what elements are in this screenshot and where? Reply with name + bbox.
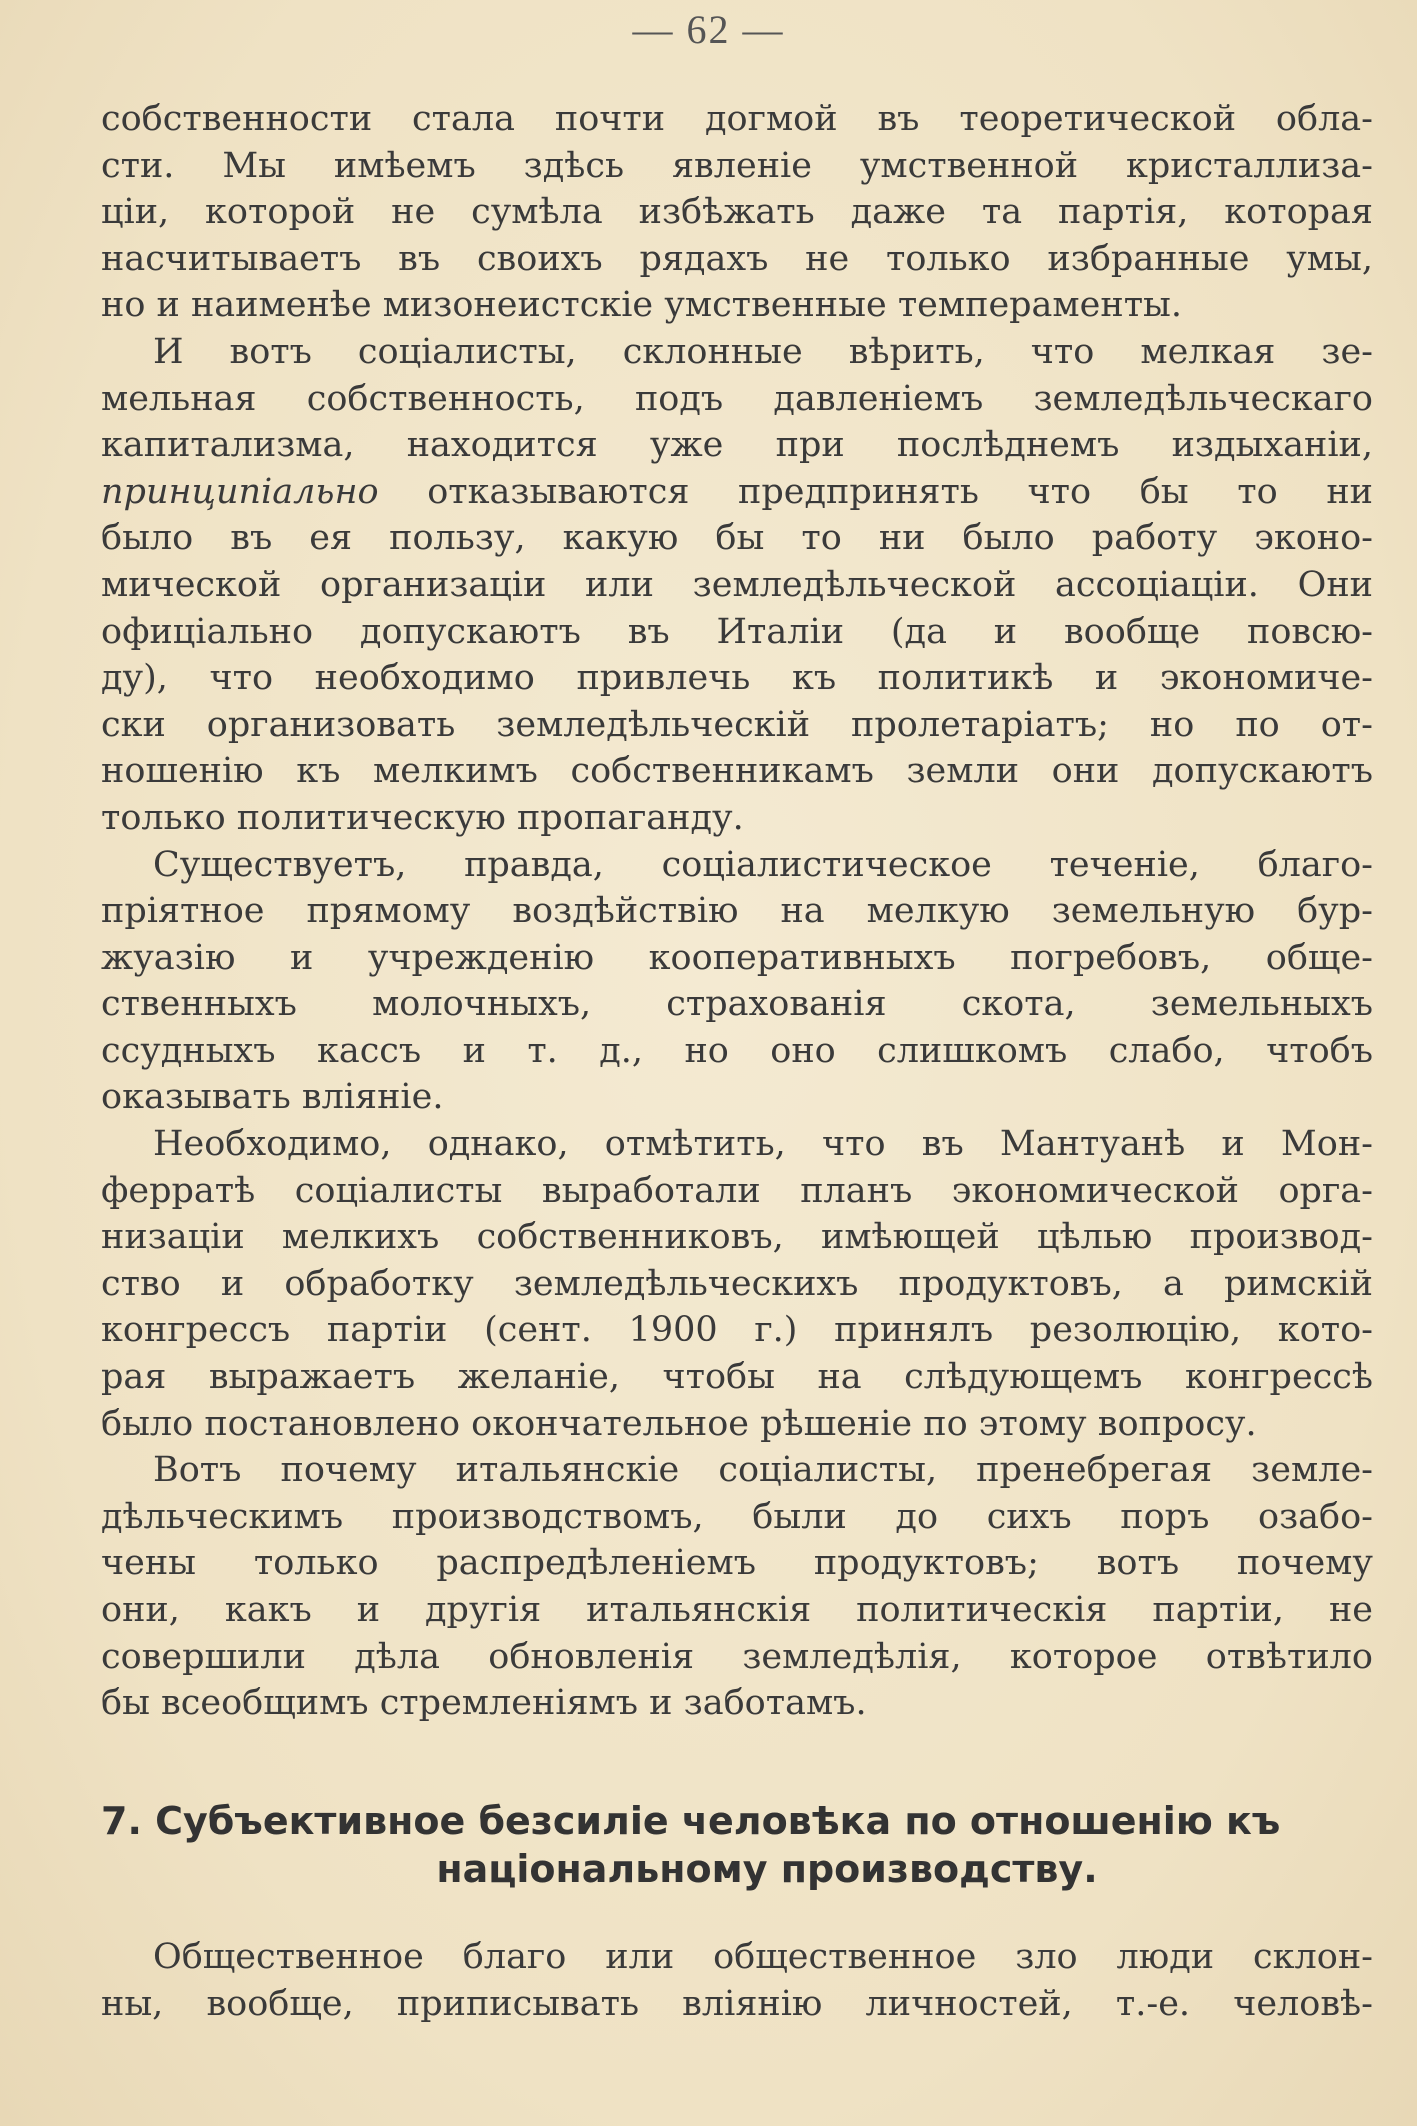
paragraph-2 bbox=[101, 329, 1373, 842]
text-line: чены только распредѣленіемъ продуктовъ; вотъ почему bbox=[101, 1543, 1373, 1584]
paragraph-1 bbox=[101, 96, 1373, 329]
text-line: мической организаціи или земледѣльческой ассоціаціи. Они bbox=[101, 564, 1373, 605]
text-line: Необходимо, однако, отмѣтить, что въ Мантуанѣ и Мон- bbox=[153, 1124, 1373, 1165]
text-line: ду), что необходимо привлечь къ политикѣ и экономиче- bbox=[101, 658, 1373, 699]
text-line: ціи, которой не сумѣла избѣжать даже та партія, которая bbox=[101, 192, 1373, 233]
text-line: офиціально допускаютъ въ Италіи (да и вообще повсю- bbox=[101, 611, 1373, 652]
text-line: было въ ея пользу, какую бы то ни было работу эконо- bbox=[101, 518, 1373, 559]
text-line: жуазію и учрежденію кооперативныхъ погребовъ, обще- bbox=[101, 937, 1373, 978]
text-line: ны, вообще, приписывать вліянію личностей, т.-е. человѣ- bbox=[101, 1983, 1373, 2024]
text-line: пріятное прямому воздѣйствію на мелкую земельную бур- bbox=[101, 891, 1373, 932]
text-line: Существуетъ, правда, соціалистическое теченіе, благо- bbox=[153, 844, 1373, 885]
text-line: конгрессъ партіи (сент. 1900 г.) принялъ резолюцію, кото- bbox=[101, 1310, 1373, 1351]
text-line: собственности стала почти догмой въ теоретической обла- bbox=[101, 99, 1373, 139]
text-body bbox=[101, 96, 1373, 1727]
paragraph-4 bbox=[101, 1121, 1373, 1447]
section-heading bbox=[101, 1797, 1373, 1893]
text-line: ссудныхъ кассъ и т. д., но оно слишкомъ слабо, чтобъ bbox=[101, 1030, 1373, 1071]
text-line: оказывать вліяніе. bbox=[101, 1077, 444, 1118]
section-heading-line-1: 7. Субъективное безсиліе человѣка по отношенію къ bbox=[101, 1799, 1281, 1843]
text-line: дѣльческимъ производствомъ, были до сихъ поръ озабо- bbox=[101, 1496, 1373, 1537]
text-line-with-italic: принципіально отказываются предпринять что бы то ни bbox=[101, 471, 1373, 512]
text-line: мельная собственность, подъ давленіемъ земледѣльческаго bbox=[101, 378, 1373, 419]
text-line: капитализма, находится уже при послѣднемъ издыханіи, bbox=[101, 425, 1373, 466]
paragraph-6 bbox=[101, 1934, 1373, 2027]
text-line: ски организовать земледѣльческій пролетаріатъ; но по от- bbox=[101, 704, 1373, 745]
section-heading-line-2: національному производству. bbox=[436, 1847, 1098, 1891]
page-number: — 62 — bbox=[632, 7, 785, 52]
text-line: насчитываетъ въ своихъ рядахъ не только избранные умы, bbox=[101, 238, 1373, 279]
text-line: совершили дѣла обновленія земледѣлія, которое отвѣтило bbox=[101, 1636, 1373, 1677]
text-line: Вотъ почему итальянскіе соціалисты, пренебрегая земле- bbox=[153, 1450, 1373, 1491]
text-line: ферратѣ соціалисты выработали планъ экономической орга- bbox=[101, 1170, 1373, 1211]
text-line: низаціи мелкихъ собственниковъ, имѣющей цѣлью производ- bbox=[101, 1217, 1373, 1258]
text-line: И вотъ соціалисты, склонные вѣрить, что мелкая зе- bbox=[153, 331, 1373, 372]
text-line: только политическую пропаганду. bbox=[101, 797, 744, 838]
text-line: но и наименѣе мизонеистскіе умственные темпераменты. bbox=[101, 285, 1183, 326]
text-line: сти. Мы имѣемъ здѣсь явленіе умственной кристаллиза- bbox=[101, 145, 1373, 186]
text-line: ство и обработку земледѣльческихъ продуктовъ, а римскій bbox=[101, 1263, 1373, 1304]
text-line: ношенію къ мелкимъ собственникамъ земли они допускаютъ bbox=[101, 751, 1373, 792]
text-line: ственныхъ молочныхъ, страхованія скота, земельныхъ bbox=[101, 984, 1373, 1025]
text-line: они, какъ и другія итальянскія политическія партіи, не bbox=[101, 1590, 1373, 1630]
text-line: Общественное благо или общественное зло люди склон- bbox=[153, 1937, 1373, 1977]
italic-word: принципіально bbox=[101, 471, 379, 512]
text-line: бы всеобщимъ стремленіямъ и заботамъ. bbox=[101, 1683, 867, 1724]
paragraph-5 bbox=[101, 1447, 1373, 1727]
paragraph-3 bbox=[101, 842, 1373, 1122]
text-line: рая выражаетъ желаніе, чтобы на слѣдующемъ конгрессѣ bbox=[101, 1357, 1373, 1398]
text-line: было постановлено окончательное рѣшеніе по этому вопросу. bbox=[101, 1403, 1257, 1444]
